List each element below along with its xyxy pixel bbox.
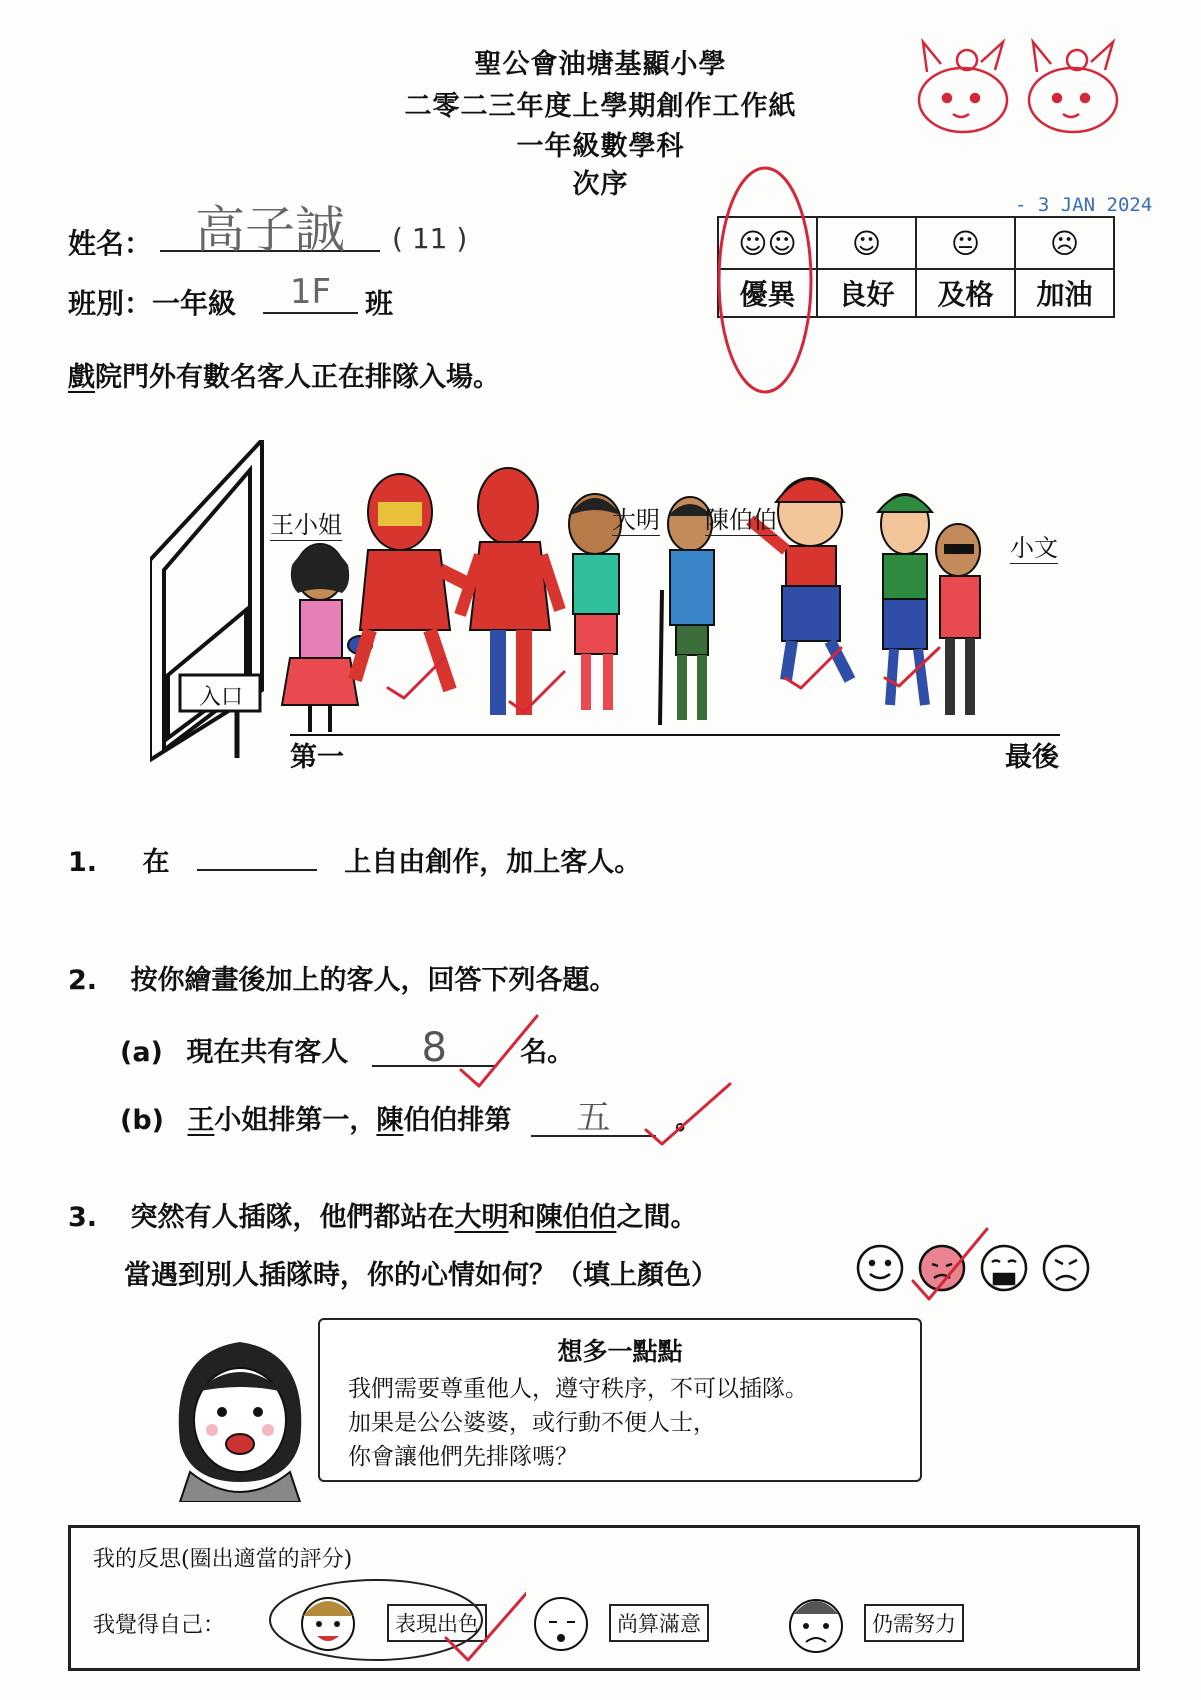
name-label-tai-ming: 大明 <box>612 500 660 536</box>
entrance-sign: 入口 <box>198 685 243 710</box>
date-stamp: - 3 JAN 2024 <box>1015 194 1153 216</box>
face-good-icon: ☺ <box>817 217 916 269</box>
think-more-box <box>318 1318 922 1482</box>
tick-3-icon <box>905 1225 995 1305</box>
rating-label-good: 良好 <box>817 269 916 317</box>
intro-text: 戲院門外有數名客人正在排隊入場。 <box>68 362 500 393</box>
face-pass-icon: 😐 <box>916 217 1015 269</box>
class-label: 班別：一年級 <box>68 287 237 320</box>
red-circle-excellent-mark <box>266 1568 526 1668</box>
name-label-uncle-chan: 陳伯伯 <box>705 500 777 536</box>
tick-2a-icon <box>455 1012 545 1092</box>
reflection-option-needs-effort[interactable]: 仍需努力 <box>864 1604 964 1642</box>
term-title: 二零二三年度上學期創作工作紙 <box>404 91 797 122</box>
last-label: 最後 <box>1005 742 1059 773</box>
question-1: 1. 在 上自由創作，加上客人。 <box>68 847 642 878</box>
question-3-line2: 當遇到別人插隊時，你的心情如何？（填上顏色） <box>124 1260 718 1291</box>
reflection-prompt: 我覺得自己： <box>93 1613 226 1638</box>
reflection-option-excellent[interactable]: 表現出色 <box>387 1604 487 1642</box>
think-more-title: 想多一點點 <box>557 1337 683 1366</box>
answer-2a: 8 <box>372 1031 497 1067</box>
think-line-3: 你會讓他們先排隊嗎？ <box>348 1444 578 1470</box>
reflection-box <box>68 1525 1140 1671</box>
subject-title: 一年級數學科 <box>516 131 685 162</box>
question-2: 2. 按你繪畫後加上的客人，回答下列各題。 <box>68 965 617 996</box>
rating-label-pass: 及格 <box>916 269 1015 317</box>
rating-label-excellent: 優異 <box>718 269 817 317</box>
think-line-1: 我們需要尊重他人，遵守秩序，不可以插隊。 <box>348 1376 808 1402</box>
name-label-siu-man: 小文 <box>1010 528 1058 564</box>
girl-cartoon-icon <box>160 1322 320 1502</box>
answer-2b: 五 <box>531 1101 656 1137</box>
face-tryharder-icon: ☹ <box>1015 217 1114 269</box>
question-2b: (b) 王小姐排第一，陳伯伯排第 五 。 <box>120 1098 703 1138</box>
content-child-icon <box>521 1588 601 1664</box>
tick-2b-icon <box>640 1080 740 1150</box>
stamp-icon <box>905 30 1135 140</box>
name-field: 高子誠 <box>160 190 380 252</box>
question-3: 3. 突然有人插隊，他們都站在大明和陳伯伯之間。 <box>68 1202 698 1233</box>
rating-label-tryharder: 加油 <box>1015 269 1114 317</box>
face-excellent-icon: ☺☺ <box>718 217 817 269</box>
reflection-option-satisfactory[interactable]: 尚算滿意 <box>609 1604 709 1642</box>
class-suffix: 班 <box>365 287 394 320</box>
think-line-2: 加果是公公婆婆，或行動不便人士， <box>348 1410 716 1436</box>
school-name: 聖公會油塘基顯小學 <box>474 49 727 80</box>
topic-title: 次序 <box>572 169 629 200</box>
reflection-title: 我的反思(圈出適當的評分) <box>93 1547 353 1572</box>
queue-illustration <box>150 440 1080 780</box>
name-label: 姓名： <box>68 227 153 260</box>
question-2a: (a) 現在共有客人 8 名。 <box>120 1025 575 1071</box>
worried-child-icon <box>776 1588 856 1664</box>
name-label-miss-wong: 王小姐 <box>270 505 342 541</box>
student-number: ( 11 ) <box>392 222 468 255</box>
first-label: 第一 <box>290 742 344 773</box>
red-circle-mark <box>700 160 830 400</box>
class-field: 1F <box>263 272 358 314</box>
